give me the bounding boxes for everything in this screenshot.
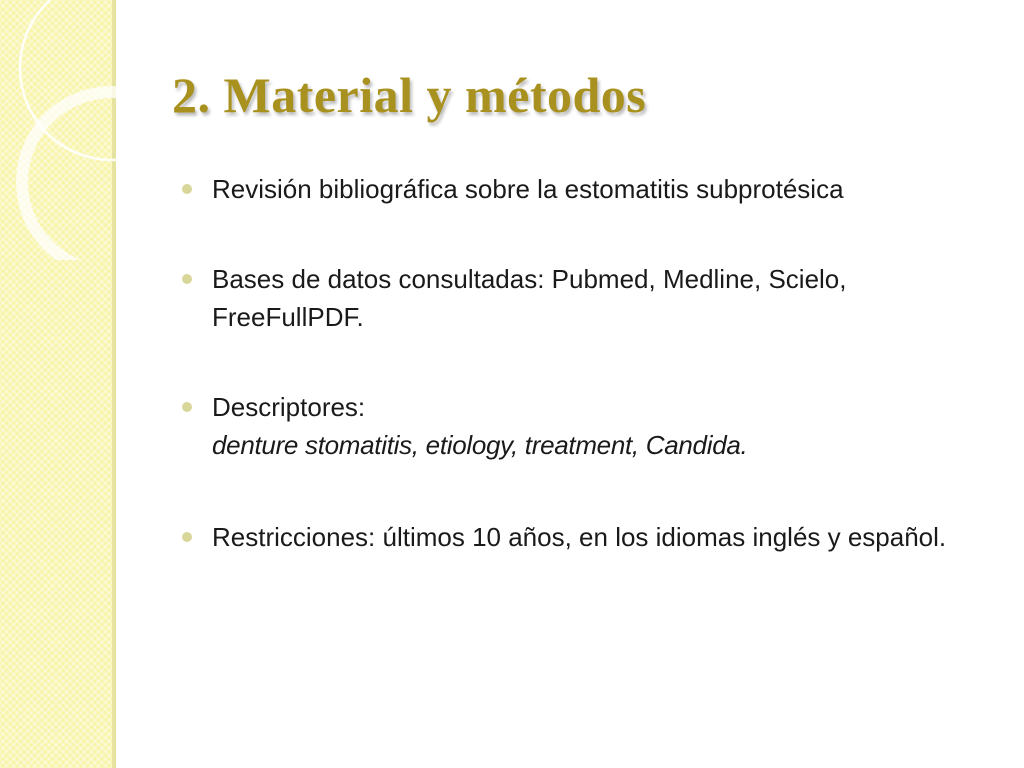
decorative-circles xyxy=(0,0,140,260)
descriptors-list: denture stomatitis, etiology, treatment, Candida. xyxy=(212,430,748,460)
bullet-text: Bases de datos consultadas: Pubmed, Medline, Scielo, FreeFullPDF. xyxy=(212,264,847,332)
bullet-text: Descriptores: xyxy=(212,392,366,422)
slide-title: 2. Material y métodos xyxy=(172,67,647,123)
deco-circle-ring xyxy=(22,92,140,260)
bullet-item xyxy=(180,260,992,336)
bullet-dot-icon xyxy=(182,532,192,542)
bullet-dot-icon xyxy=(182,274,192,284)
bullet-item xyxy=(180,170,992,208)
slide-content xyxy=(180,170,992,556)
bullet-text: Revisión bibliográfica sobre la estomatitis subprotésica xyxy=(212,174,844,204)
bullet-dot-icon xyxy=(182,184,192,194)
bullet-item xyxy=(180,388,992,426)
bullet-text: Restricciones: últimos 10 años, en los idiomas inglés y español. xyxy=(212,522,947,552)
bullet-dot-icon xyxy=(182,402,192,412)
bullet-item xyxy=(180,518,992,556)
